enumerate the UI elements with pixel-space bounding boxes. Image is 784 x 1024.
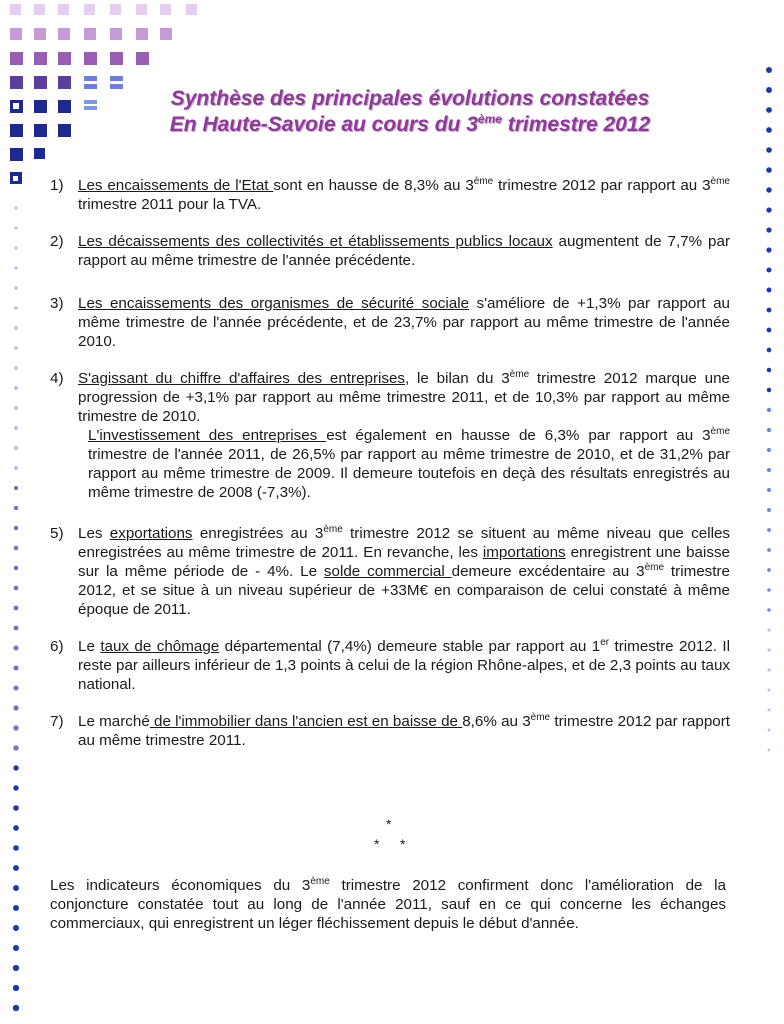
finding-item-6 bbox=[50, 637, 730, 694]
decorative-dot bbox=[767, 508, 771, 512]
item-text bbox=[78, 369, 730, 502]
item-number: 5) bbox=[50, 525, 64, 542]
decorative-dot bbox=[13, 885, 19, 891]
decorative-dot bbox=[766, 107, 772, 113]
decorative-dot bbox=[767, 648, 770, 651]
decorative-dot bbox=[13, 765, 18, 770]
superscript: ème bbox=[473, 175, 494, 187]
title-line-1: Synthèse des principales évolutions constatées bbox=[170, 87, 650, 110]
decorative-dot bbox=[14, 606, 19, 611]
finding-item-1 bbox=[50, 176, 730, 214]
finding-item-4 bbox=[50, 369, 730, 502]
text-span: trimestre 2012 se situent au même niveau que celles enregistrées au même trimestre de 2011. En revanche, les bbox=[78, 525, 730, 561]
decorative-dot bbox=[767, 628, 770, 631]
decorative-dot bbox=[767, 328, 772, 333]
decorative-dot bbox=[13, 1005, 19, 1011]
decorative-dot bbox=[768, 709, 771, 712]
superscript: er bbox=[600, 636, 610, 648]
decorative-dot bbox=[13, 805, 19, 811]
document-title bbox=[130, 86, 690, 138]
finding-item-2 bbox=[50, 232, 730, 270]
text-span: augmentent de 7,7% par rapport au même trimestre de l'année précédente. bbox=[78, 233, 730, 269]
decorative-dot bbox=[13, 945, 19, 951]
text-span: trimestre de l'année 2011, de 26,5% par rapport au même trimestre de 2010, et de 31,2% par rapport au même trimestre de 2009. Il demeure toutefois en deçà des résultats enregistrés au même trimestre de 2008 (-7,3%). bbox=[88, 446, 730, 501]
decorative-dot bbox=[14, 206, 17, 209]
superscript: ème bbox=[509, 368, 530, 380]
decorative-dot bbox=[13, 985, 19, 991]
decorative-dot bbox=[767, 548, 771, 552]
text-span: Les indicateurs économiques du 3 bbox=[50, 877, 311, 894]
text-span: enregistrées au 3 bbox=[192, 525, 324, 542]
text-span: Les bbox=[78, 525, 110, 542]
item-text bbox=[78, 637, 730, 694]
decorative-dot bbox=[766, 87, 772, 93]
decorative-dot bbox=[767, 568, 771, 572]
decorative-dot bbox=[766, 67, 772, 73]
underlined-phrase: taux de chômage bbox=[100, 638, 220, 655]
decorative-dot bbox=[14, 246, 17, 249]
finding-item-7 bbox=[50, 712, 730, 750]
decorative-dot bbox=[767, 488, 771, 492]
decorative-dot bbox=[767, 348, 772, 353]
left-dots-decoration bbox=[10, 200, 24, 1020]
decorative-dot bbox=[14, 466, 18, 470]
decorative-dot bbox=[14, 406, 18, 410]
item-text bbox=[78, 294, 730, 351]
decorative-dot bbox=[13, 745, 18, 750]
text-span: 8,6% au 3 bbox=[462, 713, 531, 730]
superscript: ème bbox=[323, 523, 343, 535]
text-span: trimestre 2012 par rapport au 3 bbox=[493, 177, 711, 194]
decorative-dot bbox=[766, 127, 772, 133]
decorative-dot bbox=[766, 187, 771, 192]
text-span: , le bilan du 3 bbox=[405, 370, 510, 387]
decorative-dot bbox=[14, 266, 17, 269]
underlined-phrase: exportations bbox=[109, 525, 193, 542]
text-span: départemental (7,4%) demeure stable par rapport au 1 bbox=[219, 638, 601, 655]
findings-list bbox=[50, 176, 730, 768]
item-paragraph-investment bbox=[78, 426, 730, 502]
text-span: sont en hausse de 8,3% au 3 bbox=[273, 177, 474, 194]
decorative-dot bbox=[767, 408, 771, 412]
decorative-dot bbox=[13, 725, 18, 730]
decorative-dot bbox=[767, 588, 771, 592]
conclusion-paragraph bbox=[50, 876, 726, 933]
title-line-2-text: En Haute-Savoie au cours du 3 bbox=[169, 113, 478, 136]
underlined-phrase: importations bbox=[482, 544, 566, 561]
item-paragraph bbox=[78, 369, 730, 426]
decorative-dot bbox=[766, 167, 772, 173]
text-span: trimestre 2012 marque une progression de +3,1% par rapport au même trimestre 2011, et de 10,3% par rapport au même trimestre de 2010. bbox=[78, 370, 730, 425]
decorative-dot bbox=[14, 346, 18, 350]
decorative-dot bbox=[767, 428, 771, 432]
decorative-dot bbox=[13, 825, 19, 831]
text-span: Le marché bbox=[78, 713, 150, 730]
underlined-phrase: L'investissement des entreprises bbox=[88, 427, 327, 444]
decorative-dot bbox=[767, 688, 770, 691]
decorative-dot bbox=[767, 668, 770, 671]
text-span: trimestre 2011 pour la TVA. bbox=[78, 196, 262, 213]
text-span: trimestre 2012 confirment donc l'amélioration de la conjoncture constatée tout au long de l'année 2011, sauf en ce qui concerne les échanges commerciaux, qui enregistrent un léger fléchissement depuis le début d'année. bbox=[50, 877, 726, 932]
decorative-dot bbox=[767, 528, 771, 532]
decorative-dot bbox=[14, 306, 18, 310]
text-span: trimestre 2012 par rapport au même trimestre 2011. bbox=[78, 713, 730, 749]
asterisk: * bbox=[374, 836, 380, 852]
decorative-dot bbox=[13, 965, 19, 971]
finding-item-5 bbox=[50, 524, 730, 619]
decorative-dot bbox=[14, 566, 19, 571]
item-text bbox=[78, 232, 730, 270]
decorative-dot bbox=[767, 288, 772, 293]
decorative-dot bbox=[768, 729, 771, 732]
underlined-phrase: Les décaissements des collectivités et établissements publics locaux bbox=[78, 233, 553, 250]
decorative-dot bbox=[14, 326, 18, 330]
decorative-dot bbox=[14, 386, 18, 390]
right-dots-decoration bbox=[762, 60, 776, 760]
decorative-dot bbox=[13, 845, 19, 851]
text-span: demeure excédentaire au 3 bbox=[451, 563, 645, 580]
item-number: 3) bbox=[50, 295, 64, 312]
text-span: trimestre 2012. Il reste par ailleurs inférieur de 1,3 points à celui de la région Rhône-alpes, et de 2,3 points au taux national. bbox=[78, 638, 731, 693]
decorative-dot bbox=[767, 448, 771, 452]
item-number: 2) bbox=[50, 233, 64, 250]
title-line-2 bbox=[130, 112, 690, 138]
decorative-dot bbox=[767, 608, 770, 611]
decorative-dot bbox=[766, 227, 771, 232]
title-superscript: ème bbox=[477, 112, 502, 126]
underlined-phrase: Les encaissements des organismes de sécurité sociale bbox=[78, 295, 470, 312]
decorative-dot bbox=[13, 685, 18, 690]
asterisk: * bbox=[400, 836, 406, 852]
decorative-dot bbox=[766, 267, 771, 272]
superscript: ème bbox=[644, 561, 665, 573]
decorative-dot bbox=[766, 207, 771, 212]
finding-item-3 bbox=[50, 294, 730, 351]
decorative-dot bbox=[14, 506, 18, 510]
decorative-dot bbox=[13, 925, 19, 931]
decorative-dot bbox=[767, 388, 771, 392]
decorative-dot bbox=[14, 286, 18, 290]
text-span: Le bbox=[78, 638, 101, 655]
decorative-dot bbox=[13, 705, 18, 710]
decorative-dot bbox=[14, 426, 18, 430]
item-text bbox=[78, 176, 730, 214]
decorative-dot bbox=[768, 749, 771, 752]
text-span: trimestre 2012, et se situe à un niveau supérieur de +33M€ en comparaison de celui constaté à même époque de 2011. bbox=[78, 563, 730, 618]
superscript: ème bbox=[530, 711, 551, 723]
item-text bbox=[78, 712, 730, 750]
text-span: est également en hausse de 6,3% par rapport au 3 bbox=[326, 427, 711, 444]
decorative-dot bbox=[766, 147, 772, 153]
underlined-phrase: de l'immobilier dans l'ancien est en baisse de bbox=[149, 713, 463, 730]
superscript: ème bbox=[710, 175, 730, 187]
superscript: ème bbox=[310, 875, 330, 887]
decorative-dot bbox=[14, 226, 17, 229]
underlined-phrase: solde commercial bbox=[323, 563, 452, 580]
decorative-dot bbox=[767, 368, 772, 373]
decorative-dot bbox=[14, 626, 19, 631]
decorative-dot bbox=[14, 366, 18, 370]
item-number: 1) bbox=[50, 177, 64, 194]
decorative-dot bbox=[14, 446, 18, 450]
decorative-dot bbox=[14, 526, 18, 530]
decorative-dot bbox=[13, 905, 19, 911]
superscript: ème bbox=[710, 425, 730, 437]
decorative-dot bbox=[767, 308, 772, 313]
decorative-dot bbox=[766, 247, 771, 252]
item-number: 6) bbox=[50, 638, 64, 655]
underlined-phrase: Les encaissements de l'Etat bbox=[78, 177, 274, 194]
underlined-phrase: S'agissant du chiffre d'affaires des entreprises bbox=[78, 370, 406, 387]
item-text bbox=[78, 524, 730, 619]
title-line-2-end: trimestre 2012 bbox=[501, 113, 651, 136]
decorative-dot bbox=[13, 785, 19, 791]
decorative-dot bbox=[14, 586, 19, 591]
decorative-dot bbox=[767, 468, 771, 472]
item-number: 7) bbox=[50, 713, 64, 730]
decorative-dot bbox=[14, 646, 19, 651]
text-span: s'améliore de +1,3% par rapport au même trimestre de l'année précédente, et de 23,7% par rapport au même trimestre de l'année 2010. bbox=[78, 295, 730, 350]
decorative-dot bbox=[14, 486, 18, 490]
text-span: enregistrent une baisse sur la même période de - 4%. Le bbox=[78, 544, 730, 580]
decorative-dot bbox=[13, 865, 19, 871]
item-number: 4) bbox=[50, 370, 64, 387]
decorative-dot bbox=[14, 546, 19, 551]
asterisk: * bbox=[386, 816, 392, 832]
decorative-dot bbox=[13, 665, 18, 670]
